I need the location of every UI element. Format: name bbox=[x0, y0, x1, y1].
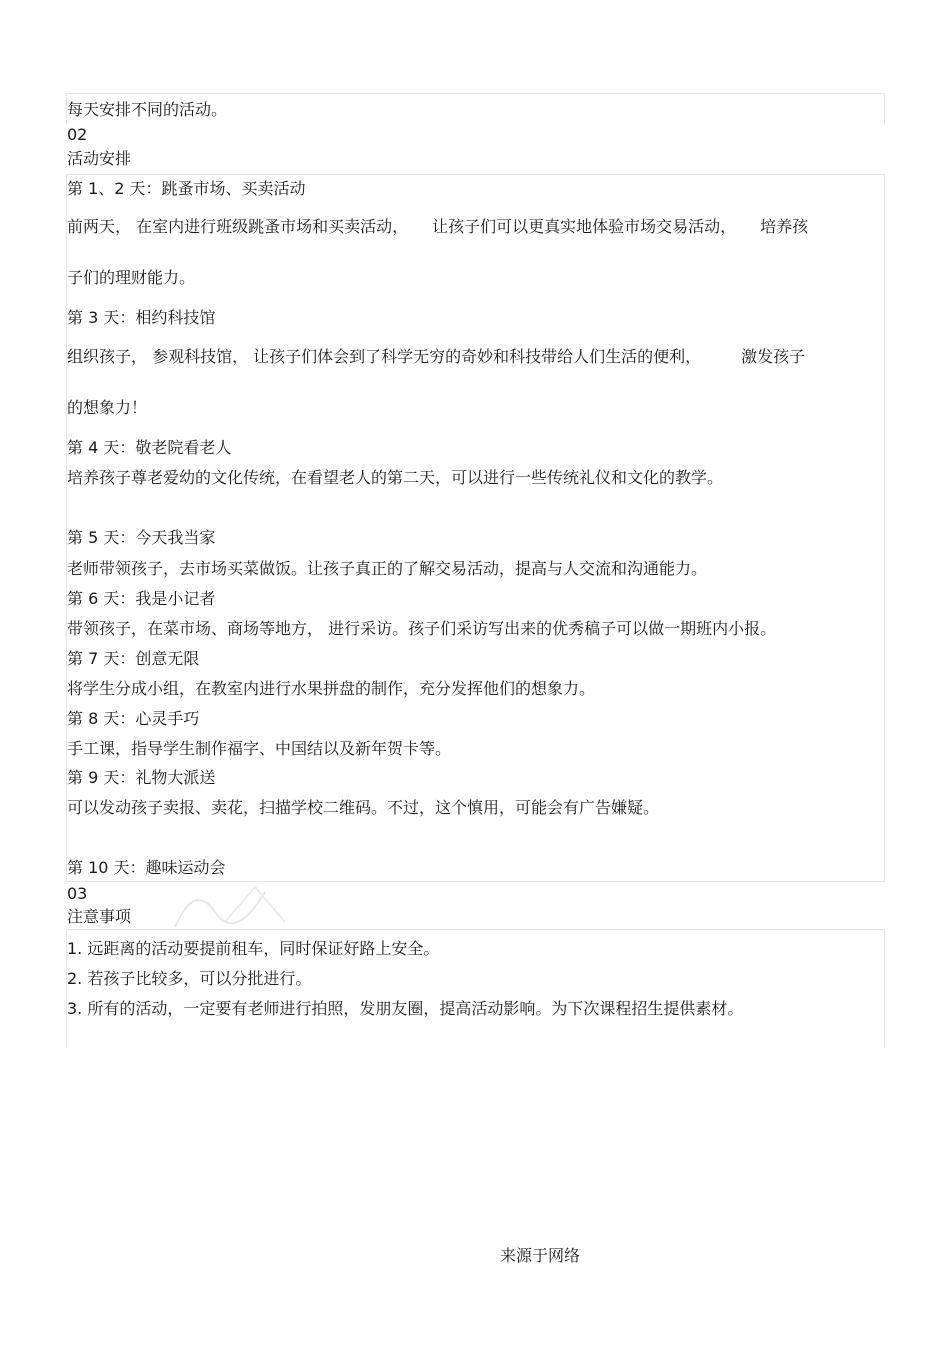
day-text: 培养孩子尊老爱幼的文化传统，在看望老人的第二天，可以进行一些传统礼仪和文化的教学。 bbox=[67, 468, 724, 487]
day-text: 老师带领孩子，去市场买菜做饭。让孩子真正的了解交易活动，提高与人交流和沟通能力。 bbox=[67, 559, 708, 578]
source-note: 来源于网络 bbox=[500, 1246, 581, 1265]
day-text: 将学生分成小组，在教室内进行水果拼盘的制作，充分发挥他们的想象力。 bbox=[67, 679, 596, 698]
day-text: 手工课，指导学生制作福字、中国结以及新年贺卡等。 bbox=[67, 739, 452, 758]
watermark-logo bbox=[165, 872, 315, 932]
day-heading: 第 1、2 天：跳蚤市场、买卖活动 bbox=[67, 179, 306, 198]
day-text: 带领孩子，在菜市场、商场等地方， 进行采访。孩子们采访写出来的优秀稿子可以做一期班内小报。 bbox=[67, 619, 777, 638]
day-heading: 第 5 天：今天我当家 bbox=[67, 528, 216, 547]
day-heading: 第 6 天：我是小记者 bbox=[67, 589, 216, 608]
day-text: 组织孩子， 参观科技馆， 让孩子们体会到了科学无穷的奇妙和科技带给人们生活的便利， 激发孩子 bbox=[67, 347, 806, 366]
day-heading: 第 4 天：敬老院看老人 bbox=[67, 438, 232, 457]
note-item: 3. 所有的活动，一定要有老师进行拍照，发朋友圈，提高活动影响。为下次课程招生提供素材。 bbox=[67, 999, 744, 1018]
section-title: 注意事项 bbox=[67, 907, 132, 926]
note-item: 1. 远距离的活动要提前租车，同时保证好路上安全。 bbox=[67, 939, 440, 958]
day-heading: 第 9 天：礼物大派送 bbox=[67, 768, 216, 787]
day-heading: 第 10 天：趣味运动会 bbox=[67, 858, 226, 877]
day-text: 可以发动孩子卖报、卖花，扫描学校二维码。不过，这个慎用，可能会有广告嫌疑。 bbox=[67, 798, 660, 817]
day-heading: 第 3 天：相约科技馆 bbox=[67, 308, 216, 327]
section-number: 02 bbox=[67, 125, 88, 144]
section-title: 活动安排 bbox=[67, 149, 132, 168]
day-text: 前两天， 在室内进行班级跳蚤市场和买卖活动， 让孩子们可以更真实地体验市场交易活动， 培养孩 bbox=[67, 217, 809, 236]
section-number: 03 bbox=[67, 884, 88, 903]
day-text: 的想象力！ bbox=[67, 398, 148, 417]
day-heading: 第 7 天：创意无限 bbox=[67, 649, 200, 668]
day-heading: 第 8 天：心灵手巧 bbox=[67, 709, 200, 728]
note-item: 2. 若孩子比较多，可以分批进行。 bbox=[67, 969, 312, 988]
intro-text: 每天安排不同的活动。 bbox=[67, 100, 228, 119]
day-text: 子们的理财能力。 bbox=[67, 268, 196, 287]
